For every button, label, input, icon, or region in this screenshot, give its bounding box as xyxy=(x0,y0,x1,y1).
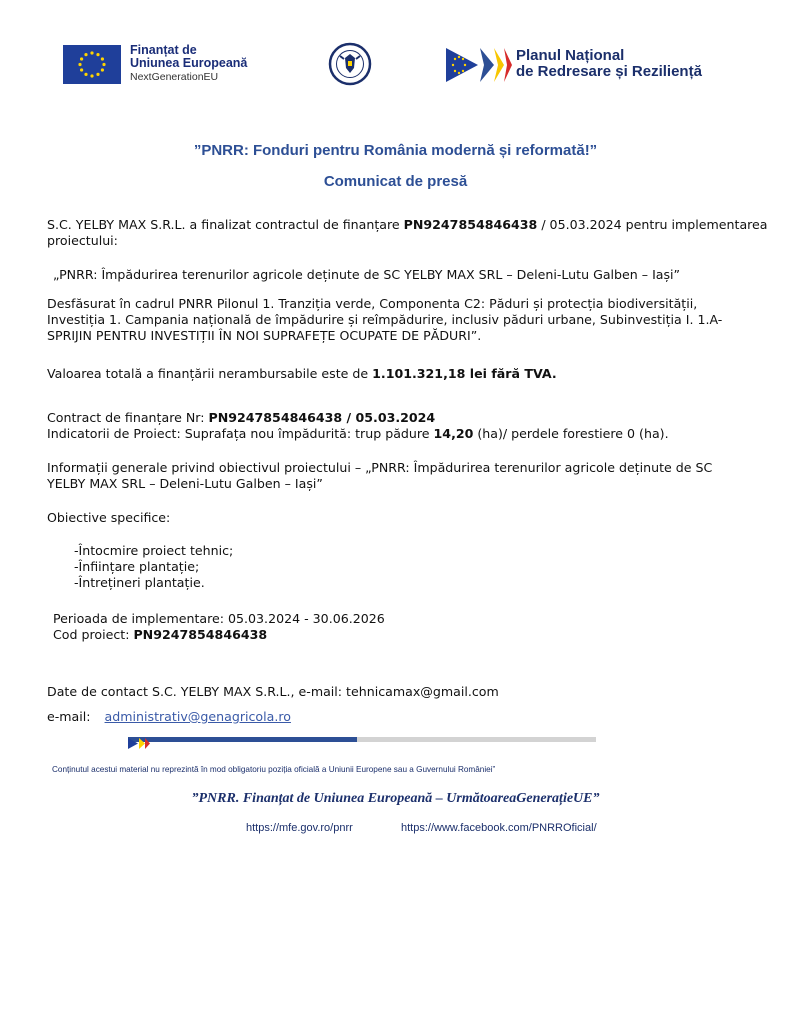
email-link[interactable]: administrativ@genagricola.ro xyxy=(104,709,291,724)
contract-value: PN9247854846438 / 05.03.2024 xyxy=(208,410,436,425)
objective-item: -Întocmire proiect tehnic; xyxy=(74,543,234,558)
indicators-text-a: Indicatorii de Proiect: Suprafața nou împădurită: trup pădure xyxy=(47,426,434,441)
contract-block xyxy=(47,410,669,442)
objectives-heading: Obiective specifice: xyxy=(47,510,171,525)
indicators-value: 14,20 xyxy=(433,426,474,441)
objective-item: -Întrețineri plantație. xyxy=(74,575,205,590)
pnrr-line2: de Redresare și Reziliență xyxy=(516,63,702,80)
eu-flag-icon xyxy=(63,45,121,84)
objective-item: -Înființare plantație; xyxy=(74,559,200,574)
email-row xyxy=(47,709,291,725)
intro-text-b: / 05.03.2024 pentru implementarea xyxy=(537,217,768,232)
progress-bar xyxy=(128,737,596,742)
footer-title: ”PNRR. Finanțat de Uniunea Europeană – UrmătoareaGenerațieUE” xyxy=(191,791,600,806)
objectives-list xyxy=(74,543,233,591)
project-title: „PNRR: Împădurirea terenurilor agricole deținute de SC YELBY MAX SRL – Deleni-Lutu Galben – Iași” xyxy=(53,267,681,282)
footer-link-facebook[interactable]: https://www.facebook.com/PNRROficial/ xyxy=(401,822,597,834)
eu-line2: Uniunea Europeană xyxy=(130,56,248,70)
pnrr-line1: Planul Național xyxy=(516,47,625,64)
info-line1: Informații generale privind obiectivul proiectului – „PNRR: Împădurirea terenurilor agricole deținute de SC xyxy=(47,460,713,475)
intro-contract-number: PN9247854846438 xyxy=(403,217,538,232)
progress-bar-fill xyxy=(128,737,357,742)
pnrr-label xyxy=(516,48,756,80)
pnrr-mini-arrow-icon xyxy=(128,734,150,753)
contact-line: Date de contact S.C. YELBY MAX S.R.L., e-mail: tehnicamax@gmail.com xyxy=(47,684,499,699)
info-line2: YELBY MAX SRL – Deleni-Lutu Galben – Iași” xyxy=(47,476,323,491)
project-code-label: Cod proiect: xyxy=(53,627,134,642)
intro-paragraph xyxy=(47,217,782,249)
indicators-text-b: (ha)/ perdele forestiere 0 (ha). xyxy=(473,426,669,441)
context-line2: Investiția 1. Campania națională de împădurire și reîmpădurire, inclusiv păduri urbane, Subinvestiția I. 1.A- xyxy=(47,312,723,327)
email-label: e-mail: xyxy=(47,709,91,724)
contract-label: Contract de finanțare Nr: xyxy=(47,410,209,425)
document-subtitle: Comunicat de presă xyxy=(323,173,468,190)
value-amount: 1.101.321,18 lei fără TVA. xyxy=(372,366,557,381)
eu-line1: Finanțat de xyxy=(130,43,197,57)
value-label: Valoarea totală a finanțării nerambursabile este de xyxy=(47,366,373,381)
project-code-value: PN9247854846438 xyxy=(133,627,268,642)
financing-value xyxy=(47,366,557,382)
document-title: ”PNRR: Fonduri pentru România modernă și reformată!” xyxy=(193,142,598,159)
intro-text-c: proiectului: xyxy=(47,233,118,248)
government-seal-icon xyxy=(322,42,378,86)
period-block xyxy=(53,611,385,643)
disclaimer: Conținutul acestui material nu reprezintă în mod obligatoriu poziția oficială a Uniunii Europene sau a Guvernului României” xyxy=(52,765,496,774)
intro-text-a: S.C. YELBY MAX S.R.L. a finalizat contractul de finanțare xyxy=(47,217,404,232)
general-info xyxy=(47,460,787,492)
context-paragraph xyxy=(47,296,787,344)
eu-line3: NextGenerationEU xyxy=(130,71,219,83)
footer-link-mfe[interactable]: https://mfe.gov.ro/pnrr xyxy=(246,822,353,834)
eu-funding-label xyxy=(130,44,270,84)
pnrr-logo-icon xyxy=(446,48,512,82)
context-line1: Desfăsurat în cadrul PNRR Pilonul 1. Tranziția verde, Componenta C2: Păduri și protecția biodiversității, xyxy=(47,296,698,311)
implementation-period: Perioada de implementare: 05.03.2024 - 30.06.2026 xyxy=(53,611,385,626)
context-line3: SPRIJIN PENTRU INVESTIȚII ÎN NOI SUPRAFEȚE OCUPATE DE PĂDURI”. xyxy=(47,328,482,343)
